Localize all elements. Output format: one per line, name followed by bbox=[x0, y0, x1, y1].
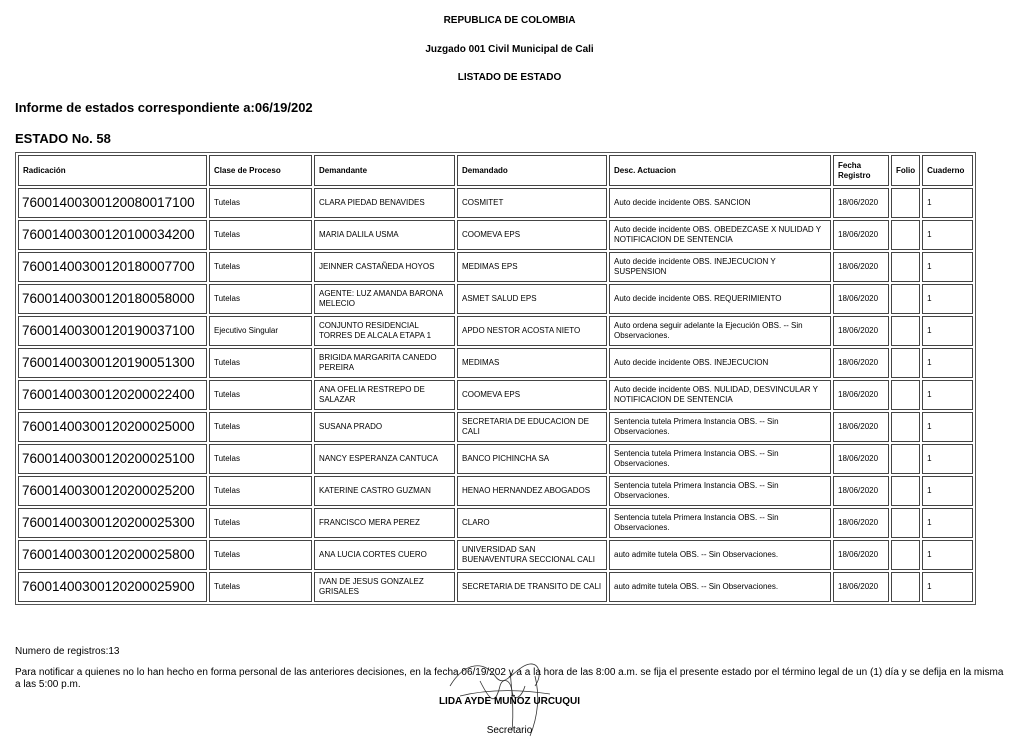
cell-radicacion: 76001400300120080017100 bbox=[18, 188, 207, 218]
table-row bbox=[18, 540, 973, 570]
cell-demandado: BANCO PICHINCHA SA bbox=[457, 444, 607, 474]
cell-demandante: AGENTE: LUZ AMANDA BARONA MELECIO bbox=[314, 284, 455, 314]
signer-name: LIDA AYDE MUÑOZ URCUQUI bbox=[438, 696, 581, 707]
estado-table bbox=[15, 152, 976, 605]
table-row bbox=[18, 220, 973, 250]
table-row bbox=[18, 572, 973, 602]
cell-clase: Tutelas bbox=[209, 540, 312, 570]
cell-clase: Tutelas bbox=[209, 252, 312, 282]
cell-cuaderno: 1 bbox=[922, 316, 973, 346]
cell-desc: Auto decide incidente OBS. INEJECUCION Y SUSPENSION bbox=[609, 252, 831, 282]
cell-cuaderno: 1 bbox=[922, 380, 973, 410]
table-row bbox=[18, 380, 973, 410]
cell-cuaderno: 1 bbox=[922, 348, 973, 378]
cell-cuaderno: 1 bbox=[922, 540, 973, 570]
cell-desc: Sentencia tutela Primera Instancia OBS. -- Sin Observaciones. bbox=[609, 444, 831, 474]
cell-fecha: 18/06/2020 bbox=[833, 444, 889, 474]
report-title: Informe de estados correspondiente a:06/19/202 bbox=[15, 100, 313, 115]
cell-fecha: 18/06/2020 bbox=[833, 540, 889, 570]
cell-radicacion: 76001400300120200025200 bbox=[18, 476, 207, 506]
cell-cuaderno: 1 bbox=[922, 444, 973, 474]
cell-desc: auto admite tutela OBS. -- Sin Observaciones. bbox=[609, 572, 831, 602]
col-header-fecha bbox=[833, 155, 889, 186]
cell-demandado: SECRETARIA DE EDUCACION DE CALI bbox=[457, 412, 607, 442]
estado-title: ESTADO No. 58 bbox=[15, 131, 111, 146]
cell-clase: Tutelas bbox=[209, 572, 312, 602]
cell-folio bbox=[891, 284, 920, 314]
cell-clase: Tutelas bbox=[209, 380, 312, 410]
cell-desc: Auto decide incidente OBS. SANCION bbox=[609, 188, 831, 218]
cell-cuaderno: 1 bbox=[922, 220, 973, 250]
col-header-desc: Desc. Actuacion bbox=[609, 155, 831, 186]
cell-folio bbox=[891, 316, 920, 346]
cell-fecha: 18/06/2020 bbox=[833, 508, 889, 538]
cell-demandado: COOMEVA EPS bbox=[457, 380, 607, 410]
cell-fecha: 18/06/2020 bbox=[833, 380, 889, 410]
cell-radicacion: 76001400300120200025100 bbox=[18, 444, 207, 474]
header-country: REPUBLICA DE COLOMBIA bbox=[443, 15, 576, 26]
cell-demandado: ASMET SALUD EPS bbox=[457, 284, 607, 314]
cell-fecha: 18/06/2020 bbox=[833, 188, 889, 218]
col-header-demandado: Demandado bbox=[457, 155, 607, 186]
table-row bbox=[18, 284, 973, 314]
col-header-demandante: Demandante bbox=[314, 155, 455, 186]
cell-clase: Tutelas bbox=[209, 412, 312, 442]
cell-desc: Auto decide incidente OBS. OBEDEZCASE X NULIDAD Y NOTIFICACION DE SENTENCIA bbox=[609, 220, 831, 250]
cell-fecha: 18/06/2020 bbox=[833, 252, 889, 282]
cell-radicacion: 76001400300120190037100 bbox=[18, 316, 207, 346]
cell-radicacion: 76001400300120200025000 bbox=[18, 412, 207, 442]
cell-desc: auto admite tutela OBS. -- Sin Observaciones. bbox=[609, 540, 831, 570]
cell-radicacion: 76001400300120200025900 bbox=[18, 572, 207, 602]
cell-clase: Tutelas bbox=[209, 444, 312, 474]
cell-cuaderno: 1 bbox=[922, 476, 973, 506]
cell-demandado: UNIVERSIDAD SAN BUENAVENTURA SECCIONAL CALI bbox=[457, 540, 607, 570]
cell-clase: Tutelas bbox=[209, 348, 312, 378]
table-row bbox=[18, 508, 973, 538]
cell-fecha: 18/06/2020 bbox=[833, 220, 889, 250]
cell-clase: Tutelas bbox=[209, 220, 312, 250]
cell-clase: Ejecutivo Singular bbox=[209, 316, 312, 346]
cell-desc: Auto ordena seguir adelante la Ejecución OBS. -- Sin Observaciones. bbox=[609, 316, 831, 346]
cell-demandado: COSMITET bbox=[457, 188, 607, 218]
cell-fecha: 18/06/2020 bbox=[833, 572, 889, 602]
cell-demandante: NANCY ESPERANZA CANTUCA bbox=[314, 444, 455, 474]
cell-desc: Auto decide incidente OBS. NULIDAD, DESVINCULAR Y NOTIFICACION DE SENTENCIA bbox=[609, 380, 831, 410]
table-row bbox=[18, 412, 973, 442]
header-listing: LISTADO DE ESTADO bbox=[457, 72, 562, 83]
cell-folio bbox=[891, 380, 920, 410]
cell-clase: Tutelas bbox=[209, 284, 312, 314]
cell-demandado: SECRETARIA DE TRANSITO DE CALI bbox=[457, 572, 607, 602]
cell-radicacion: 76001400300120100034200 bbox=[18, 220, 207, 250]
table-row bbox=[18, 476, 973, 506]
cell-clase: Tutelas bbox=[209, 508, 312, 538]
cell-cuaderno: 1 bbox=[922, 188, 973, 218]
cell-demandado: MEDIMAS EPS bbox=[457, 252, 607, 282]
cell-folio bbox=[891, 476, 920, 506]
cell-demandado: HENAO HERNANDEZ ABOGADOS bbox=[457, 476, 607, 506]
header-court: Juzgado 001 Civil Municipal de Cali bbox=[425, 44, 594, 55]
cell-demandado: COOMEVA EPS bbox=[457, 220, 607, 250]
cell-folio bbox=[891, 252, 920, 282]
cell-radicacion: 76001400300120200025300 bbox=[18, 508, 207, 538]
table-row bbox=[18, 252, 973, 282]
cell-folio bbox=[891, 348, 920, 378]
cell-folio bbox=[891, 540, 920, 570]
cell-fecha: 18/06/2020 bbox=[833, 316, 889, 346]
cell-demandante: CONJUNTO RESIDENCIAL TORRES DE ALCALA ETAPA 1 bbox=[314, 316, 455, 346]
notification-text: Para notificar a quienes no lo han hecho en forma personal de las anteriores decisiones, en la fecha 06/19/202 y a a la hora de las 8:00 a.m. se fija el presente estado por el término legal de un (1) día y se defija en la misma a las 5:00 p.m. bbox=[15, 667, 1004, 690]
cell-cuaderno: 1 bbox=[922, 412, 973, 442]
cell-fecha: 18/06/2020 bbox=[833, 412, 889, 442]
record-count: Numero de registros:13 bbox=[15, 646, 120, 657]
col-header-radicacion: Radicación bbox=[18, 155, 207, 186]
cell-radicacion: 76001400300120200025800 bbox=[18, 540, 207, 570]
col-header-fecha-line1: Fecha bbox=[838, 160, 862, 170]
cell-demandado: CLARO bbox=[457, 508, 607, 538]
cell-radicacion: 76001400300120190051300 bbox=[18, 348, 207, 378]
cell-folio bbox=[891, 220, 920, 250]
cell-desc: Auto decide incidente OBS. REQUERIMIENTO bbox=[609, 284, 831, 314]
cell-desc: Sentencia tutela Primera Instancia OBS. -- Sin Observaciones. bbox=[609, 476, 831, 506]
cell-demandante: JEINNER CASTAÑEDA HOYOS bbox=[314, 252, 455, 282]
cell-radicacion: 76001400300120180007700 bbox=[18, 252, 207, 282]
cell-fecha: 18/06/2020 bbox=[833, 348, 889, 378]
cell-cuaderno: 1 bbox=[922, 284, 973, 314]
cell-folio bbox=[891, 508, 920, 538]
cell-demandante: IVAN DE JESUS GONZALEZ GRISALES bbox=[314, 572, 455, 602]
cell-demandante: KATERINE CASTRO GUZMAN bbox=[314, 476, 455, 506]
table-header-row bbox=[18, 155, 973, 186]
cell-folio bbox=[891, 412, 920, 442]
cell-cuaderno: 1 bbox=[922, 572, 973, 602]
table-row bbox=[18, 188, 973, 218]
cell-demandante: FRANCISCO MERA PEREZ bbox=[314, 508, 455, 538]
cell-desc: Auto decide incidente OBS. INEJECUCION bbox=[609, 348, 831, 378]
cell-desc: Sentencia tutela Primera Instancia OBS. -- Sin Observaciones. bbox=[609, 412, 831, 442]
cell-demandante: SUSANA PRADO bbox=[314, 412, 455, 442]
cell-demandado: MEDIMAS bbox=[457, 348, 607, 378]
cell-demandante: MARIA DALILA USMA bbox=[314, 220, 455, 250]
cell-folio bbox=[891, 572, 920, 602]
cell-demandante: CLARA PIEDAD BENAVIDES bbox=[314, 188, 455, 218]
cell-fecha: 18/06/2020 bbox=[833, 476, 889, 506]
cell-demandado: APDO NESTOR ACOSTA NIETO bbox=[457, 316, 607, 346]
table-row bbox=[18, 316, 973, 346]
cell-radicacion: 76001400300120180058000 bbox=[18, 284, 207, 314]
cell-demandante: ANA OFELIA RESTREPO DE SALAZAR bbox=[314, 380, 455, 410]
cell-cuaderno: 1 bbox=[922, 252, 973, 282]
cell-folio bbox=[891, 188, 920, 218]
cell-fecha: 18/06/2020 bbox=[833, 284, 889, 314]
cell-folio bbox=[891, 444, 920, 474]
table-row bbox=[18, 348, 973, 378]
cell-demandante: ANA LUCIA CORTES CUERO bbox=[314, 540, 455, 570]
cell-clase: Tutelas bbox=[209, 476, 312, 506]
col-header-clase: Clase de Proceso bbox=[209, 155, 312, 186]
cell-cuaderno: 1 bbox=[922, 508, 973, 538]
table-row bbox=[18, 444, 973, 474]
col-header-cuaderno: Cuaderno bbox=[922, 155, 973, 186]
cell-clase: Tutelas bbox=[209, 188, 312, 218]
col-header-fecha-line2: Registro bbox=[838, 170, 871, 180]
cell-radicacion: 76001400300120200022400 bbox=[18, 380, 207, 410]
cell-demandante: BRIGIDA MARGARITA CANEDO PEREIRA bbox=[314, 348, 455, 378]
signer-role: Secretario bbox=[486, 725, 533, 736]
col-header-folio: Folio bbox=[891, 155, 920, 186]
cell-desc: Sentencia tutela Primera Instancia OBS. -- Sin Observaciones. bbox=[609, 508, 831, 538]
